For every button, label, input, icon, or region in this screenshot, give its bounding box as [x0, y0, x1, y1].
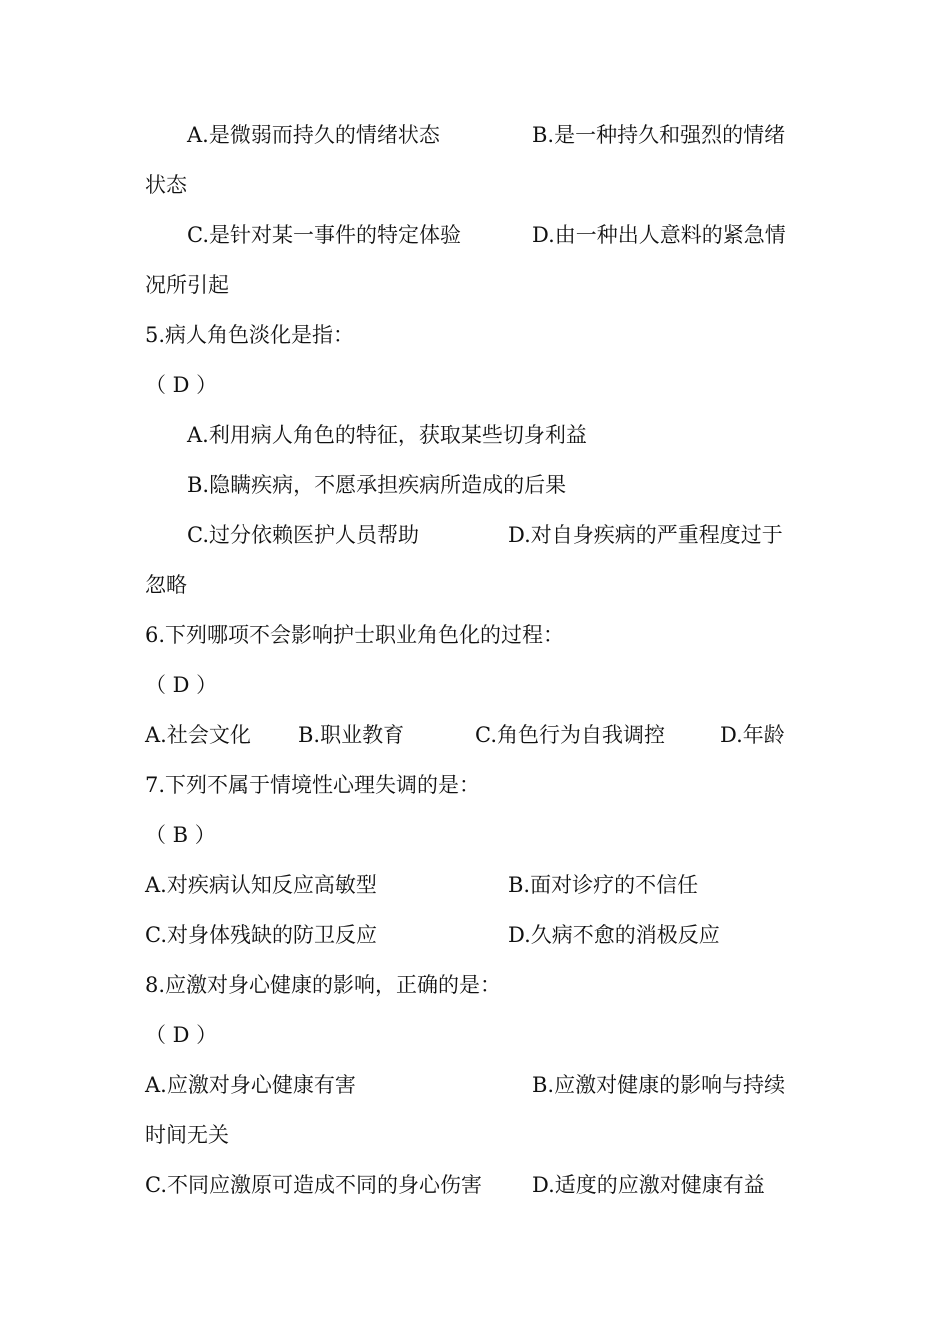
q8-option-c: C.不同应激原可造成不同的身心伤害 [145, 1173, 482, 1197]
q8-option-a: A.应激对身心健康有害 [145, 1073, 356, 1097]
q5-answer: （ D ） [145, 373, 218, 397]
q4-option-b-wrap: 状态 [145, 173, 187, 197]
q6-answer: （ D ） [145, 673, 218, 697]
q7-option-c: C.对身体残缺的防卫反应 [145, 923, 377, 947]
q4-option-a: A.是微弱而持久的情绪状态 [187, 123, 440, 147]
q5-option-a: A.利用病人角色的特征，获取某些切身利益 [187, 423, 587, 447]
q8-option-b: B.应激对健康的影响与持续 [532, 1073, 786, 1097]
q5-option-d-wrap: 忽略 [145, 573, 187, 597]
q8-answer: （ D ） [145, 1023, 218, 1047]
q6-option-d: D.年龄 [720, 723, 785, 747]
q8-option-d: D.适度的应激对健康有益 [532, 1173, 765, 1197]
q7-answer: （ B ） [145, 823, 216, 847]
q6-option-b: B.职业教育 [298, 723, 405, 747]
q4-option-b: B.是一种持久和强烈的情绪 [532, 123, 786, 147]
q8-option-b-wrap: 时间无关 [145, 1123, 229, 1147]
q4-option-d-wrap: 况所引起 [145, 273, 229, 297]
q5-option-d: D.对自身疾病的严重程度过于 [508, 523, 783, 547]
q5-option-b: B.隐瞒疾病，不愿承担疾病所造成的后果 [187, 473, 567, 497]
q6-stem: 6.下列哪项不会影响护士职业角色化的过程： [145, 623, 565, 647]
q7-stem: 7.下列不属于情境性心理失调的是： [145, 773, 481, 797]
q7-option-a: A.对疾病认知反应高敏型 [145, 873, 377, 897]
q4-option-d: D.由一种出人意料的紧急情 [532, 223, 786, 247]
q5-option-c: C.过分依赖医护人员帮助 [187, 523, 419, 547]
q8-stem: 8.应激对身心健康的影响，正确的是： [145, 973, 502, 997]
q5-stem: 5.病人角色淡化是指： [145, 323, 355, 347]
q6-option-a: A.社会文化 [145, 723, 251, 747]
q4-option-c: C.是针对某一事件的特定体验 [187, 223, 461, 247]
q7-option-b: B.面对诊疗的不信任 [508, 873, 699, 897]
q6-option-c: C.角色行为自我调控 [475, 723, 665, 747]
q7-option-d: D.久病不愈的消极反应 [508, 923, 720, 947]
